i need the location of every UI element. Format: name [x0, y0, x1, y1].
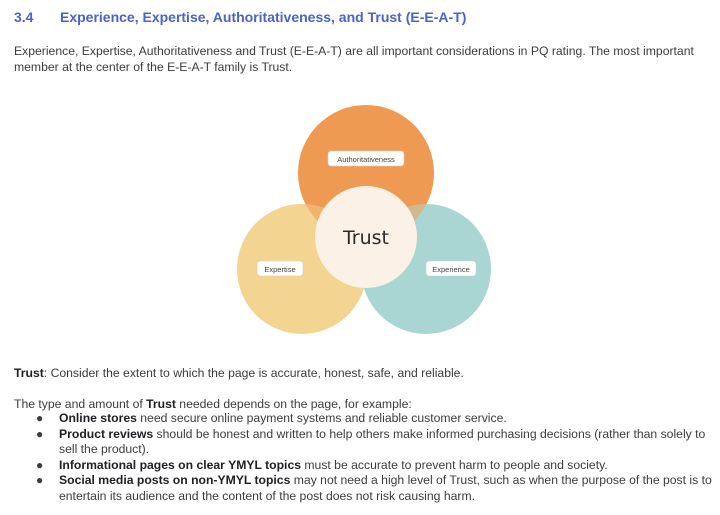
section-title: Experience, Expertise, Authoritativeness, and Trust (E-E-A-T)	[60, 9, 467, 25]
bullet-icon: ●	[36, 411, 44, 425]
left-label: Expertise	[264, 265, 296, 274]
bullet-icon: ●	[36, 457, 44, 472]
list-item	[14, 473, 714, 504]
example-text: must be accurate to prevent harm to people and society.	[301, 457, 608, 472]
section-number: 3.4	[14, 9, 34, 25]
trust-definition	[14, 365, 464, 381]
example-bold: Social media posts on non-YMYL topics	[59, 473, 291, 487]
trust-examples-list	[14, 411, 714, 504]
type-amount-prefix: The type and amount of	[14, 397, 147, 411]
list-item	[14, 427, 714, 458]
type-amount-suffix: needed depends on the page, for example:	[175, 397, 412, 411]
list-item	[14, 458, 714, 474]
trust-term: Trust	[14, 366, 44, 380]
top-label: Authoritativeness	[337, 155, 395, 164]
eeat-venn-diagram	[230, 104, 500, 338]
center-label: Trust	[342, 227, 390, 249]
example-text: should be honest and written to help others make informed purchasing decisions (rather than solely to sell the product).	[59, 426, 706, 456]
example-bold: Product reviews	[59, 426, 154, 441]
intro-paragraph: Experience, Expertise, Authoritativeness and Trust (E-E-A-T) are all important considerations in PQ rating. The most important member at the center of the E-E-A-T family is Trust.	[14, 44, 694, 74]
example-bold: Informational pages on clear YMYL topics	[59, 457, 301, 472]
type-amount-term: Trust	[146, 397, 176, 411]
type-amount-line	[14, 396, 412, 412]
bullet-icon: ●	[36, 473, 44, 487]
right-label: Experience	[432, 265, 470, 274]
example-text: need secure online payment systems and reliable customer service.	[136, 411, 507, 425]
list-item	[14, 411, 714, 427]
section-heading	[14, 9, 466, 25]
example-bold: Online stores	[59, 411, 137, 425]
bullet-icon: ●	[36, 426, 44, 441]
example-text: may not need a high level of Trust, such as when the purpose of the post is to entertain its audience and the content of the post does not risk causing harm.	[59, 473, 712, 503]
trust-definition-text: : Consider the extent to which the page is accurate, honest, safe, and reliable.	[43, 366, 464, 380]
